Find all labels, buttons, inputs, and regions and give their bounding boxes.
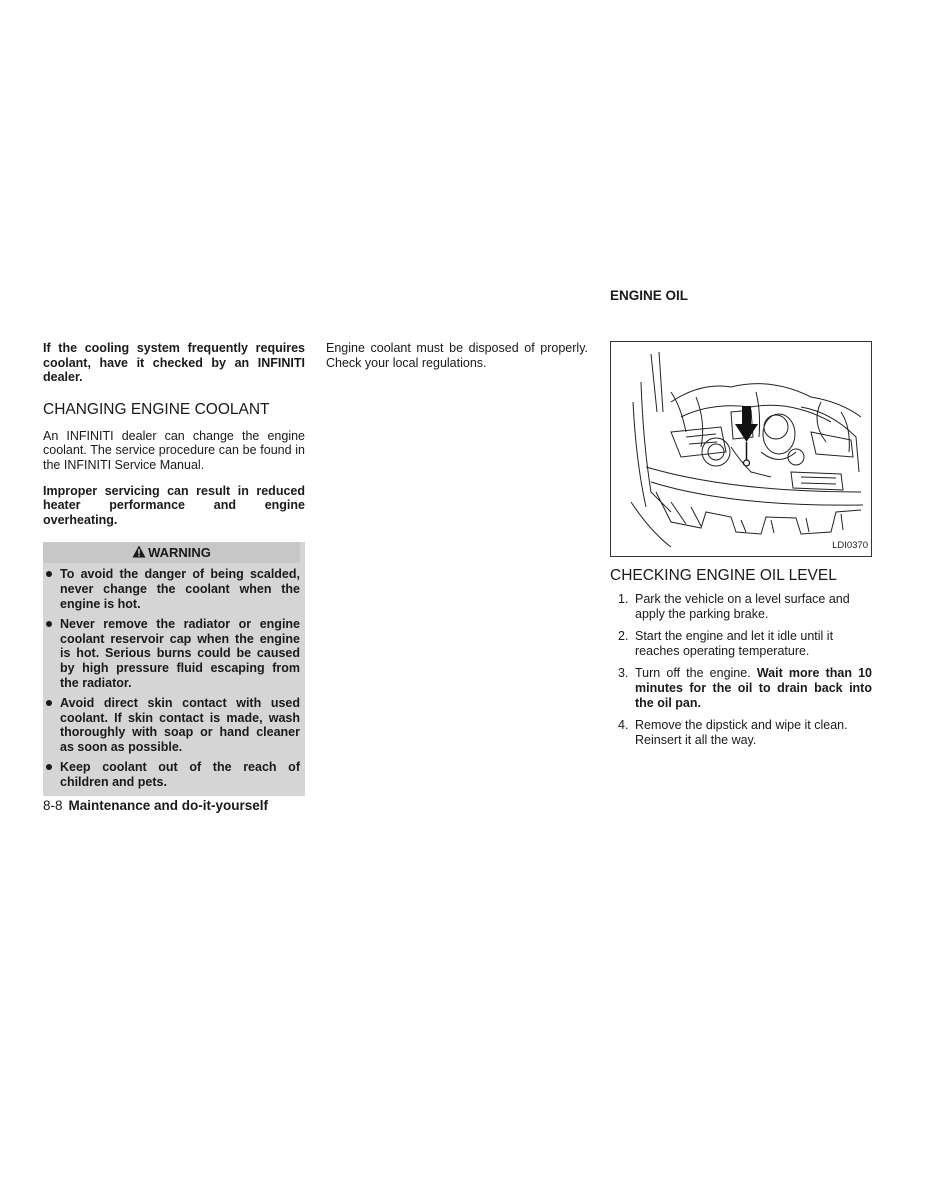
list-item: To avoid the danger of being scalded, never change the coolant when the engine is hot. — [43, 567, 300, 611]
warning-box — [43, 542, 305, 795]
list-item: Keep coolant out of the reach of children and pets. — [43, 760, 300, 789]
engine-bay-illustration — [610, 341, 872, 557]
list-item: Avoid direct skin contact with used coolant. If skin contact is made, wash thoroughly with soap or hand cleaner as soon as possible. — [43, 696, 300, 754]
list-item: Never remove the radiator or engine coolant reservoir cap when the engine is hot. Serious burns could be caused by high pressure fluid escaping from the radiator. — [43, 617, 300, 690]
warning-title: WARNING — [148, 545, 211, 561]
oil-check-steps — [610, 592, 872, 747]
list-item: 4. Remove the dipstick and wipe it clean. Reinsert it all the way. — [618, 718, 848, 747]
cooling-system-note: If the cooling system frequently requires coolant, have it checked by an INFINITI dealer. — [43, 341, 305, 385]
bullet-icon — [46, 764, 52, 770]
bullet-icon — [46, 700, 52, 706]
changing-coolant-heading: CHANGING ENGINE COOLANT — [43, 400, 270, 418]
bullet-icon — [46, 571, 52, 577]
checking-oil-heading: CHECKING ENGINE OIL LEVEL — [610, 567, 837, 584]
disposal-paragraph: Engine coolant must be disposed of properly. Check your local regulations. — [326, 341, 588, 370]
warning-list — [43, 563, 300, 789]
page-number: 8-8 — [43, 798, 63, 813]
list-item: 3. Turn off the engine. Wait more than 10 minutes for the oil to drain back into the oil pan. — [618, 666, 872, 710]
warning-triangle-icon — [132, 545, 146, 558]
list-item: 2. Start the engine and let it idle until it reaches operating temperature. — [618, 629, 834, 658]
bullet-icon — [46, 621, 52, 627]
page-footer — [43, 798, 268, 814]
improper-servicing-note: Improper servicing can result in reduced heater performance and engine overheating. — [43, 483, 305, 527]
engine-bay-drawing — [611, 342, 871, 556]
warning-header — [43, 542, 300, 563]
left-column — [43, 341, 305, 796]
middle-column — [326, 341, 588, 370]
dealer-paragraph: An INFINITI dealer can change the engine coolant. The service procedure can be found in the INFINITI Service Manual. — [43, 428, 305, 472]
figure-code: LDI0370 — [832, 540, 868, 552]
list-item: 1. Park the vehicle on a level surface and apply the parking brake. — [618, 592, 850, 621]
chapter-title: Maintenance and do-it-yourself — [68, 798, 269, 813]
engine-oil-heading: ENGINE OIL — [610, 288, 689, 303]
right-column — [610, 288, 872, 755]
